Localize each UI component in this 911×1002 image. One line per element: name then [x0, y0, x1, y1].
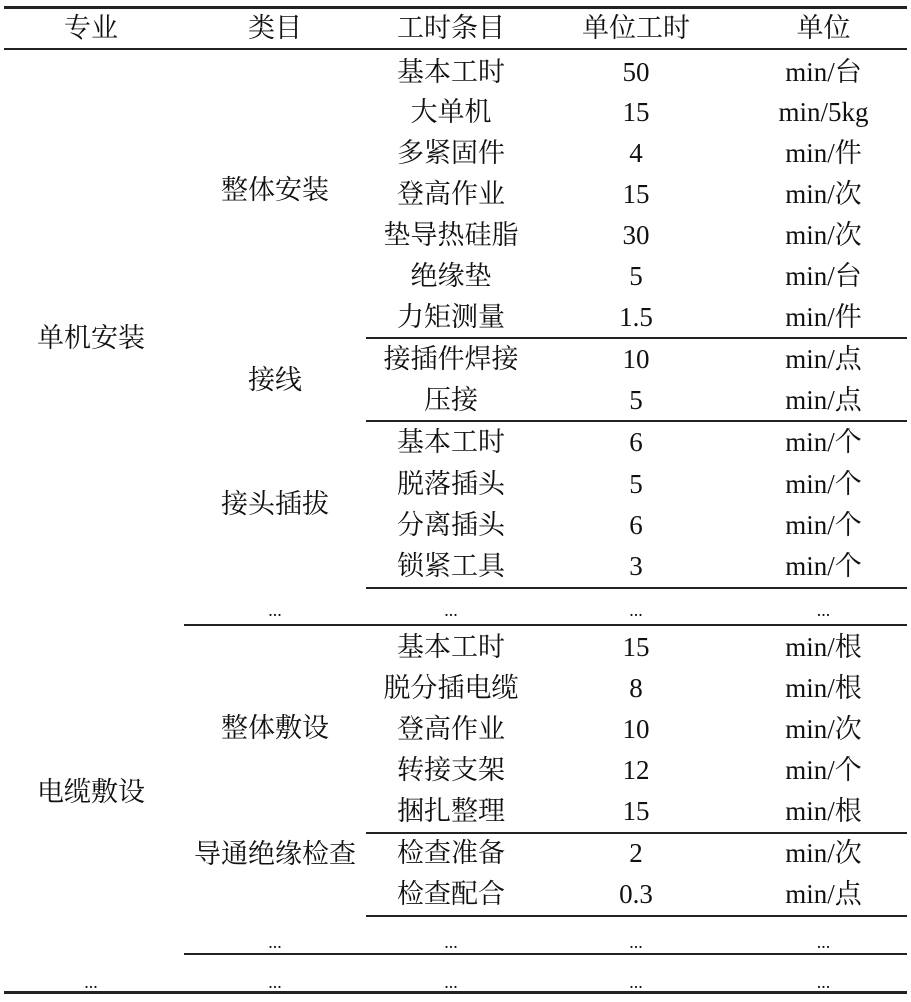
row-unit: min/件: [785, 138, 862, 168]
category-cell: 整体安装: [221, 175, 329, 205]
row-item: 基本工时: [397, 57, 505, 87]
row-value: 0.3: [619, 879, 653, 909]
row-value: 3: [629, 551, 643, 581]
row-item: 检查准备: [397, 838, 505, 868]
row-unit: ...: [816, 600, 831, 620]
row-unit: ...: [816, 972, 831, 992]
header-category: 类目: [248, 13, 302, 43]
category-cell: 导通绝缘检查: [194, 839, 356, 869]
row-value: 15: [622, 179, 650, 209]
category-cell: 整体敷设: [221, 713, 329, 743]
row-value: 8: [629, 673, 643, 703]
row-unit: ...: [816, 932, 831, 952]
major-cell: 单机安装: [37, 323, 145, 353]
category-cell: ...: [268, 600, 282, 620]
row-unit: min/次: [785, 838, 862, 868]
row-unit: min/台: [785, 57, 862, 87]
row-value: 15: [622, 796, 650, 826]
row-item: ...: [444, 972, 458, 992]
row-value: 15: [622, 97, 650, 127]
row-value: ...: [629, 600, 643, 620]
row-item: 绝缘垫: [410, 261, 492, 291]
row-unit: min/个: [785, 469, 862, 499]
row-value: 50: [622, 57, 650, 87]
row-value: 2: [629, 838, 643, 868]
row-value: 1.5: [619, 302, 653, 332]
row-value: ...: [629, 972, 643, 992]
row-item: 压接: [424, 385, 478, 415]
row-item: 登高作业: [397, 179, 505, 209]
row-value: 4: [629, 138, 643, 168]
section-divider: [366, 587, 907, 589]
row-unit: min/次: [785, 179, 862, 209]
row-item: ...: [444, 600, 458, 620]
row-unit: min/个: [785, 551, 862, 581]
row-value: 5: [629, 385, 643, 415]
row-value: 15: [622, 632, 650, 662]
row-unit: min/个: [785, 427, 862, 457]
row-item: ...: [444, 932, 458, 952]
row-item: 接插件焊接: [383, 344, 519, 374]
header-major: 专业: [64, 13, 118, 43]
row-value: 5: [629, 261, 643, 291]
row-item: 登高作业: [397, 714, 505, 744]
row-item: 捆扎整理: [397, 796, 505, 826]
row-item: 大单机: [410, 97, 492, 127]
category-cell: 接头插拔: [221, 489, 329, 519]
row-value: 6: [629, 510, 643, 540]
row-unit: min/点: [785, 879, 862, 909]
row-value: 30: [622, 220, 650, 250]
row-unit: min/个: [785, 755, 862, 785]
row-value: ...: [629, 932, 643, 952]
row-value: 12: [622, 755, 650, 785]
header-rule: [4, 48, 907, 50]
row-item: 检查配合: [397, 879, 505, 909]
row-unit: min/个: [785, 510, 862, 540]
row-unit: min/次: [785, 220, 862, 250]
row-item: 分离插头: [397, 510, 505, 540]
category-cell: ...: [268, 932, 282, 952]
row-unit: min/根: [785, 673, 862, 703]
row-unit: min/件: [785, 302, 862, 332]
row-item: 垫导热硅脂: [383, 220, 519, 250]
row-item: 基本工时: [397, 632, 505, 662]
header-unit: 单位: [796, 13, 851, 43]
major-cell: ...: [84, 972, 98, 992]
row-unit: min/台: [785, 261, 862, 291]
category-cell: 接线: [248, 365, 302, 395]
row-item: 转接支架: [397, 755, 505, 785]
header-item: 工时条目: [397, 13, 505, 43]
row-unit: min/根: [785, 632, 862, 662]
row-item: 脱分插电缆: [383, 673, 519, 703]
row-value: 6: [629, 427, 643, 457]
section-divider: [366, 915, 907, 917]
header-unit-hours: 单位工时: [582, 13, 690, 43]
row-unit: min/点: [785, 344, 862, 374]
row-item: 力矩测量: [397, 302, 505, 332]
row-unit: min/根: [785, 796, 862, 826]
row-item: 基本工时: [397, 427, 505, 457]
row-item: 多紧固件: [397, 138, 505, 168]
row-unit: min/点: [785, 385, 862, 415]
row-value: 5: [629, 469, 643, 499]
row-value: 10: [622, 344, 650, 374]
major-cell: 电缆敷设: [37, 777, 145, 807]
row-item: 锁紧工具: [397, 551, 505, 581]
row-value: 10: [622, 714, 650, 744]
row-unit: min/5kg: [778, 97, 869, 127]
row-unit: min/次: [785, 714, 862, 744]
row-item: 脱落插头: [397, 469, 505, 499]
category-cell: ...: [268, 972, 282, 992]
